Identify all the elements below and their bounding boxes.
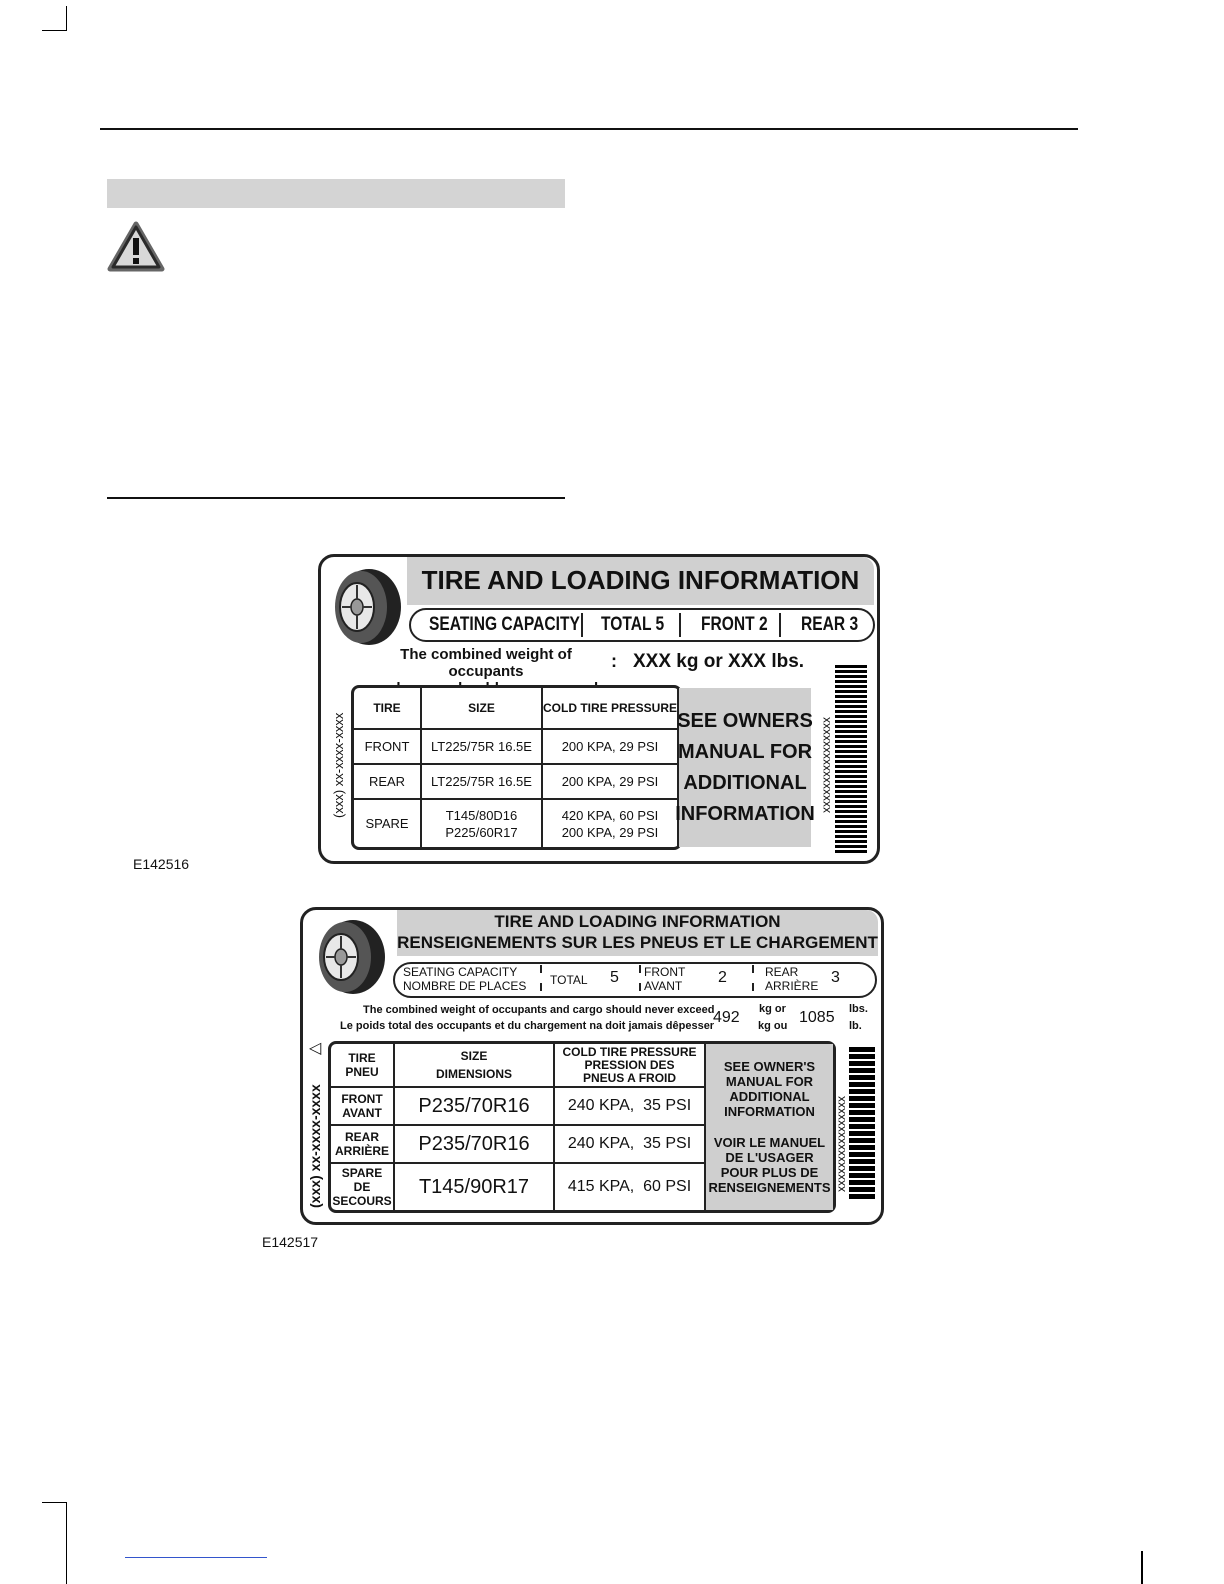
tire-icon — [313, 916, 387, 998]
header-size — [395, 1044, 555, 1088]
see-owners-line3: ADDITIONAL — [683, 771, 807, 794]
header-tire-fr: PNEU — [345, 1065, 379, 1079]
seating-rear-en: REAR — [765, 965, 799, 979]
see-owners-line2: MANUAL FOR — [677, 740, 813, 763]
label-title-en: TIRE AND LOADING INFORMATION — [494, 912, 781, 931]
seating-rear: REAR 3 — [801, 614, 859, 635]
warning-heading-bar — [107, 179, 565, 208]
figure-id-2: E142517 — [262, 1234, 319, 1250]
header-pressure: COLD TIRE PRESSURE — [543, 688, 679, 730]
tire-table — [351, 685, 815, 850]
divider — [752, 983, 754, 991]
seating-rear-fr: ARRIÈRE — [765, 979, 819, 993]
seating-front-en: FRONT — [644, 965, 686, 979]
seating-label-en: SEATING CAPACITY — [403, 965, 518, 979]
row-rear-tire-fr: ARRIÈRE — [334, 1144, 389, 1158]
see-owners-line4: INFORMATION — [675, 802, 815, 825]
row-front-tire — [331, 1088, 395, 1126]
see-fr-line1: VOIR LE MANUEL — [713, 1135, 826, 1150]
spare-pressure-2: 200 KPA, 29 PSI — [561, 824, 659, 840]
spacer — [708, 1119, 830, 1135]
row-rear-pressure: 240 KPA, 35 PSI — [555, 1126, 706, 1164]
row-front-size: P235/70R16 — [395, 1088, 555, 1126]
barcode-code: xxxxxxxxxxxxxxxx — [819, 717, 833, 813]
seating-total-label: TOTAL — [550, 973, 588, 987]
header-tire-en: TIRE — [348, 1051, 376, 1065]
divider — [779, 613, 781, 637]
divider — [581, 613, 583, 637]
seating-capacity-pill — [393, 962, 877, 998]
section-rule — [107, 497, 565, 499]
combined-weight-en: The combined weight of occupants and cargo should never exceed — [363, 1004, 715, 1016]
row-rear-size: LT225/75R 16.5E — [422, 765, 543, 800]
tire-loading-label-bilingual — [300, 907, 884, 1225]
side-arrow-icon: ◁ — [309, 1040, 322, 1057]
row-spare-pressure: 415 KPA, 60 PSI — [555, 1164, 706, 1210]
max-weight-kg: 492 — [713, 1009, 740, 1026]
tire-icon — [329, 565, 403, 649]
header-pressure-fr2: PNEUS A FROID — [582, 1070, 677, 1085]
divider — [540, 983, 542, 991]
seating-capacity-pill — [409, 608, 875, 642]
row-spare-tire-en: SPARE — [341, 1166, 383, 1180]
see-owners-manual-box — [675, 688, 815, 847]
row-spare-pressure — [543, 800, 679, 847]
crop-mark-bottom-right-v — [1141, 1551, 1143, 1584]
spare-size-2: P225/60R17 — [445, 824, 518, 840]
row-front-tire-en: FRONT — [341, 1092, 383, 1106]
row-rear-tire-en: REAR — [344, 1130, 379, 1144]
barcode-icon — [835, 665, 867, 853]
divider — [679, 613, 681, 637]
see-en-line1: SEE OWNER'S — [723, 1059, 816, 1074]
row-front-pressure: 200 KPA, 29 PSI — [543, 730, 679, 765]
seating-total-value: 5 — [610, 969, 619, 986]
label-title-fr: RENSEIGNEMENTS SUR LES PNEUS ET LE CHARGEMENT — [397, 933, 878, 952]
lb-unit: lb. — [849, 1020, 862, 1032]
seating-front-value: 2 — [718, 969, 727, 986]
side-code: (xxx) xx-xxxx-xxxx — [307, 1084, 323, 1208]
row-front-size: LT225/75R 16.5E — [422, 730, 543, 765]
crop-mark-top-left-v — [66, 6, 67, 30]
header-size-en: SIZE — [460, 1049, 488, 1063]
header-tire: TIRE — [354, 688, 422, 730]
row-spare-size: T145/90R17 — [395, 1164, 555, 1210]
header-tire — [331, 1044, 395, 1088]
row-rear-tire — [331, 1126, 395, 1164]
barcode-code: xxxxxxxxxxxxxxxx — [834, 1096, 848, 1192]
divider — [540, 965, 542, 973]
crop-mark-top-left-h — [42, 30, 67, 31]
max-weight-value: XXX kg or XXX lbs. — [633, 651, 805, 672]
row-front-pressure: 240 KPA, 35 PSI — [555, 1088, 706, 1126]
see-en-line4: INFORMATION — [724, 1104, 815, 1119]
footer-link-underline[interactable] — [125, 1557, 267, 1558]
label-title-bar — [407, 557, 874, 605]
header-rule — [100, 128, 1078, 130]
crop-mark-bottom-left-v — [66, 1502, 67, 1584]
row-rear-size: P235/70R16 — [395, 1126, 555, 1164]
spare-size-1: T145/80D16 — [445, 807, 518, 823]
seating-front-fr: AVANT — [644, 979, 683, 993]
divider — [639, 983, 641, 991]
header-size: SIZE — [422, 688, 543, 730]
combined-weight-line1: The combined weight of occupants — [400, 646, 572, 680]
warning-triangle-icon — [107, 221, 165, 273]
see-owners-line1: SEE OWNERS — [677, 709, 813, 732]
see-fr-line3: POUR PLUS DE — [720, 1165, 819, 1180]
see-fr-line4: RENSEIGNEMENTS — [708, 1180, 831, 1195]
see-owners-manual-box — [706, 1044, 833, 1210]
tire-table — [328, 1041, 836, 1213]
seating-total: TOTAL 5 — [601, 614, 665, 635]
seating-label-fr: NOMBRE DE PLACES — [403, 979, 527, 993]
row-rear-tire: REAR — [354, 765, 422, 800]
seating-front: FRONT 2 — [701, 614, 768, 635]
row-front-tire: FRONT — [354, 730, 422, 765]
label-title-bar — [397, 910, 878, 956]
divider — [639, 965, 641, 973]
header-pressure — [555, 1044, 706, 1088]
combined-weight-fr: Le poids total des occupants et du chargement na doit jamais dêpesser — [340, 1020, 715, 1032]
header-pressure-fr1: PRESSION DES — [584, 1057, 675, 1072]
kg-or: kg or — [759, 1003, 786, 1015]
spare-pressure-1: 420 KPA, 60 PSI — [561, 807, 659, 823]
see-en-line3: ADDITIONAL — [729, 1089, 810, 1104]
seating-rear-value: 3 — [831, 969, 840, 986]
max-weight-lbs: 1085 — [799, 1009, 835, 1026]
lbs-unit: lbs. — [849, 1003, 868, 1015]
kg-ou: kg ou — [758, 1020, 788, 1032]
crop-mark-bottom-left-h — [42, 1502, 67, 1503]
row-spare-size — [422, 800, 543, 847]
header-size-fr: DIMENSIONS — [435, 1067, 512, 1081]
seating-capacity-label: SEATING CAPACITY — [429, 614, 580, 635]
row-front-tire-fr: AVANT — [342, 1106, 382, 1120]
header-pressure-en: COLD TIRE PRESSURE — [562, 1044, 697, 1059]
see-fr-line2: DE L'USAGER — [725, 1150, 814, 1165]
tire-loading-label-english — [318, 554, 880, 864]
colon: : — [611, 651, 617, 671]
row-spare-tire-fr2: SECOURS — [332, 1194, 392, 1208]
side-code: (xxx) xx-xxxx-xxxx — [331, 712, 346, 818]
row-spare-tire: SPARE — [354, 800, 422, 847]
row-rear-pressure: 200 KPA, 29 PSI — [543, 765, 679, 800]
divider — [752, 965, 754, 973]
figure-id-1: E142516 — [133, 856, 190, 872]
row-spare-tire-fr1: DE — [353, 1180, 371, 1194]
label-title: TIRE AND LOADING INFORMATION — [421, 565, 860, 595]
barcode-icon — [849, 1047, 875, 1199]
see-en-line2: MANUAL FOR — [725, 1074, 814, 1089]
row-spare-tire — [331, 1164, 395, 1210]
